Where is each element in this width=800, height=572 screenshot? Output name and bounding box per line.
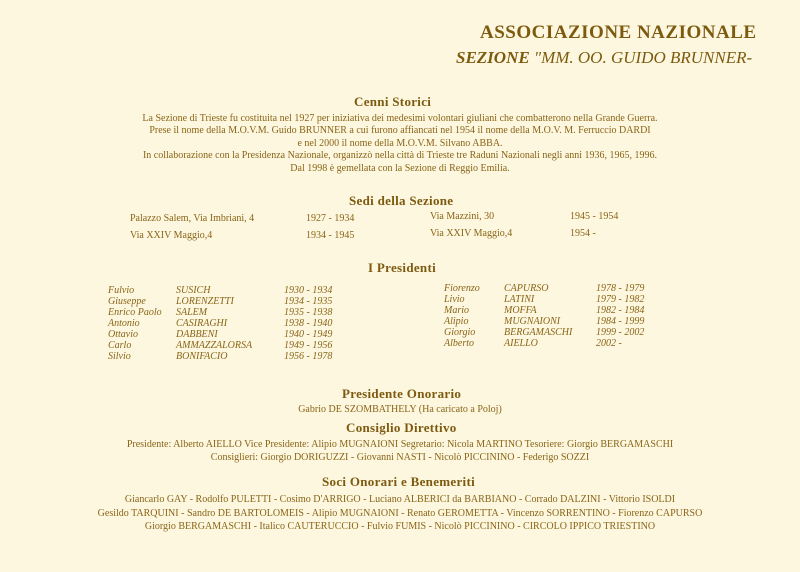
sede-place: Palazzo Salem, Via Imbriani, 4 <box>130 213 255 224</box>
president-last-name: CASIRAGHI <box>176 318 228 329</box>
section-label: SEZIONE <box>456 48 530 67</box>
president-years: 1940 - 1949 <box>284 329 333 340</box>
president-years: 1978 - 1979 <box>596 283 645 294</box>
president-last-name: AIELLO <box>504 338 538 349</box>
cenni-line: In collaborazione con la Presidenza Nazionale, organizzò nella città di Trieste tre Raduni Nazionali negli anni 1936, 1965, 1996. <box>142 150 658 162</box>
onorario-text: Gabrio DE SZOMBATHELY (Ha caricato a Poloj) <box>298 404 502 415</box>
consiglio-title: Consiglio Direttivo <box>346 420 457 435</box>
president-first-name: Enrico Paolo <box>108 307 162 318</box>
sede-years: 1954 - <box>570 228 596 239</box>
president-first-name: Silvio <box>108 351 131 362</box>
president-years: 1935 - 1938 <box>284 307 333 318</box>
sedi-right-years <box>570 210 618 240</box>
sedi-left-years <box>306 212 354 242</box>
soci-title: Soci Onorari e Benemeriti <box>322 474 475 489</box>
president-first-name: Mario <box>444 305 469 316</box>
soci-list <box>40 493 760 534</box>
sede-place: Via XXIV Maggio,4 <box>430 228 513 239</box>
soci-line: Giorgio BERGAMASCHI - Italico CAUTERUCCIO - Fulvio FUMIS - Nicolò PICCININO - CIRCOLO IPPICO TRIESTINO <box>144 521 656 532</box>
president-first-name: Carlo <box>108 340 132 351</box>
sede-years: 1934 - 1945 <box>306 230 355 241</box>
sede-years: 1927 - 1934 <box>306 213 355 224</box>
president-years: 1984 - 1999 <box>596 316 645 327</box>
president-last-name: AMMAZZALORSA <box>176 340 253 351</box>
president-years: 1979 - 1982 <box>596 294 645 305</box>
presidenti-left-years <box>284 285 332 362</box>
soci-line: Giancarlo GAY - Rodolfo PULETTI - Cosimo D'ARRIGO - Luciano ALBERICI da BARBIANO - Corrado DALZINI - Vittorio ISOLDI <box>124 494 676 505</box>
president-years: 1938 - 1940 <box>284 318 333 329</box>
president-years: 2002 - <box>596 338 622 349</box>
president-last-name: BERGAMASCHI <box>504 327 573 338</box>
presidenti-right-years <box>596 283 644 349</box>
president-first-name: Giorgio <box>444 327 476 338</box>
president-last-name: LATINI <box>504 294 535 305</box>
cenni-line: Prese il nome della M.O.V.M. Guido BRUNNER a cui furono affiancati nel 1954 il nome della M.O.V. M. Ferruccio DARDI <box>149 125 651 137</box>
sede-place: Via Mazzini, 30 <box>430 211 495 222</box>
presidenti-left-last <box>176 285 252 362</box>
president-last-name: BONIFACIO <box>176 351 228 362</box>
consiglio-line-councillors: Consiglieri: Giorgio DORIGUZZI - Giovanni NASTI - Nicolò PICCININO - Federigo SOZZI <box>210 452 590 463</box>
president-first-name: Giuseppe <box>108 296 146 307</box>
president-last-name: CAPURSO <box>504 283 549 294</box>
presidenti-title: I Presidenti <box>368 260 436 275</box>
presidenti-right-last <box>504 283 572 349</box>
president-first-name: Alipio <box>444 316 469 327</box>
president-years: 1949 - 1956 <box>284 340 333 351</box>
presidenti-left-first <box>108 285 162 362</box>
cenni-title: Cenni Storici <box>354 94 432 109</box>
cenni-line: La Sezione di Trieste fu costituita nel 1927 per iniziativa dei medesimi volontari giuliani che combatterono nella Grande Guerra. <box>142 113 658 124</box>
president-years: 1982 - 1984 <box>596 305 645 316</box>
president-last-name: DABBENI <box>176 329 218 340</box>
sede-place: Via XXIV Maggio,4 <box>130 230 213 241</box>
section-heading <box>456 48 752 68</box>
president-last-name: SUSICH <box>176 285 211 296</box>
cenni-line: Dal 1998 è gemellata con la Sezione di Reggio Emilia. <box>290 162 510 174</box>
section-name: "MM. OO. GUIDO BRUNNER- <box>533 48 753 67</box>
president-last-name: MUGNAIONI <box>504 316 561 327</box>
president-first-name: Fiorenzo <box>444 283 480 294</box>
consiglio-line-officers: Presidente: Alberto AIELLO Vice Presidente: Alipio MUGNAIONI Segretario: Nicola MARTINO Tesoriere: Giorgio BERGAMASCHI <box>126 439 674 450</box>
sede-years: 1945 - 1954 <box>570 211 619 222</box>
president-years: 1956 - 1978 <box>284 351 333 362</box>
onorario-title: Presidente Onorario <box>342 386 462 401</box>
sedi-left-places <box>130 212 254 242</box>
president-last-name: LORENZETTI <box>176 296 234 307</box>
president-years: 1934 - 1935 <box>284 296 333 307</box>
presidenti-right-first <box>444 283 480 349</box>
president-last-name: SALEM <box>176 307 208 318</box>
sedi-title: Sedi della Sezione <box>349 193 454 208</box>
president-first-name: Fulvio <box>108 285 135 296</box>
president-first-name: Ottavio <box>108 329 138 340</box>
cenni-text <box>100 113 700 175</box>
association-title: ASSOCIAZIONE NAZIONALE <box>480 22 757 43</box>
president-last-name: MOFFA <box>504 305 537 316</box>
cenni-line: e nel 2000 il nome della M.O.V.M. Silvano ABBA. <box>297 137 503 149</box>
soci-line: Gesildo TARQUINI - Sandro DE BARTOLOMEIS - Alipio MUGNAIONI - Renato GEROMETTA - Vincenzo SORRENTINO - Fiorenzo CAPURSO <box>97 507 703 519</box>
sedi-right-places <box>430 210 512 240</box>
president-years: 1999 - 2002 <box>596 327 645 338</box>
president-first-name: Livio <box>444 294 465 305</box>
president-years: 1930 - 1934 <box>284 285 333 296</box>
president-first-name: Antonio <box>108 318 140 329</box>
president-first-name: Alberto <box>444 338 474 349</box>
